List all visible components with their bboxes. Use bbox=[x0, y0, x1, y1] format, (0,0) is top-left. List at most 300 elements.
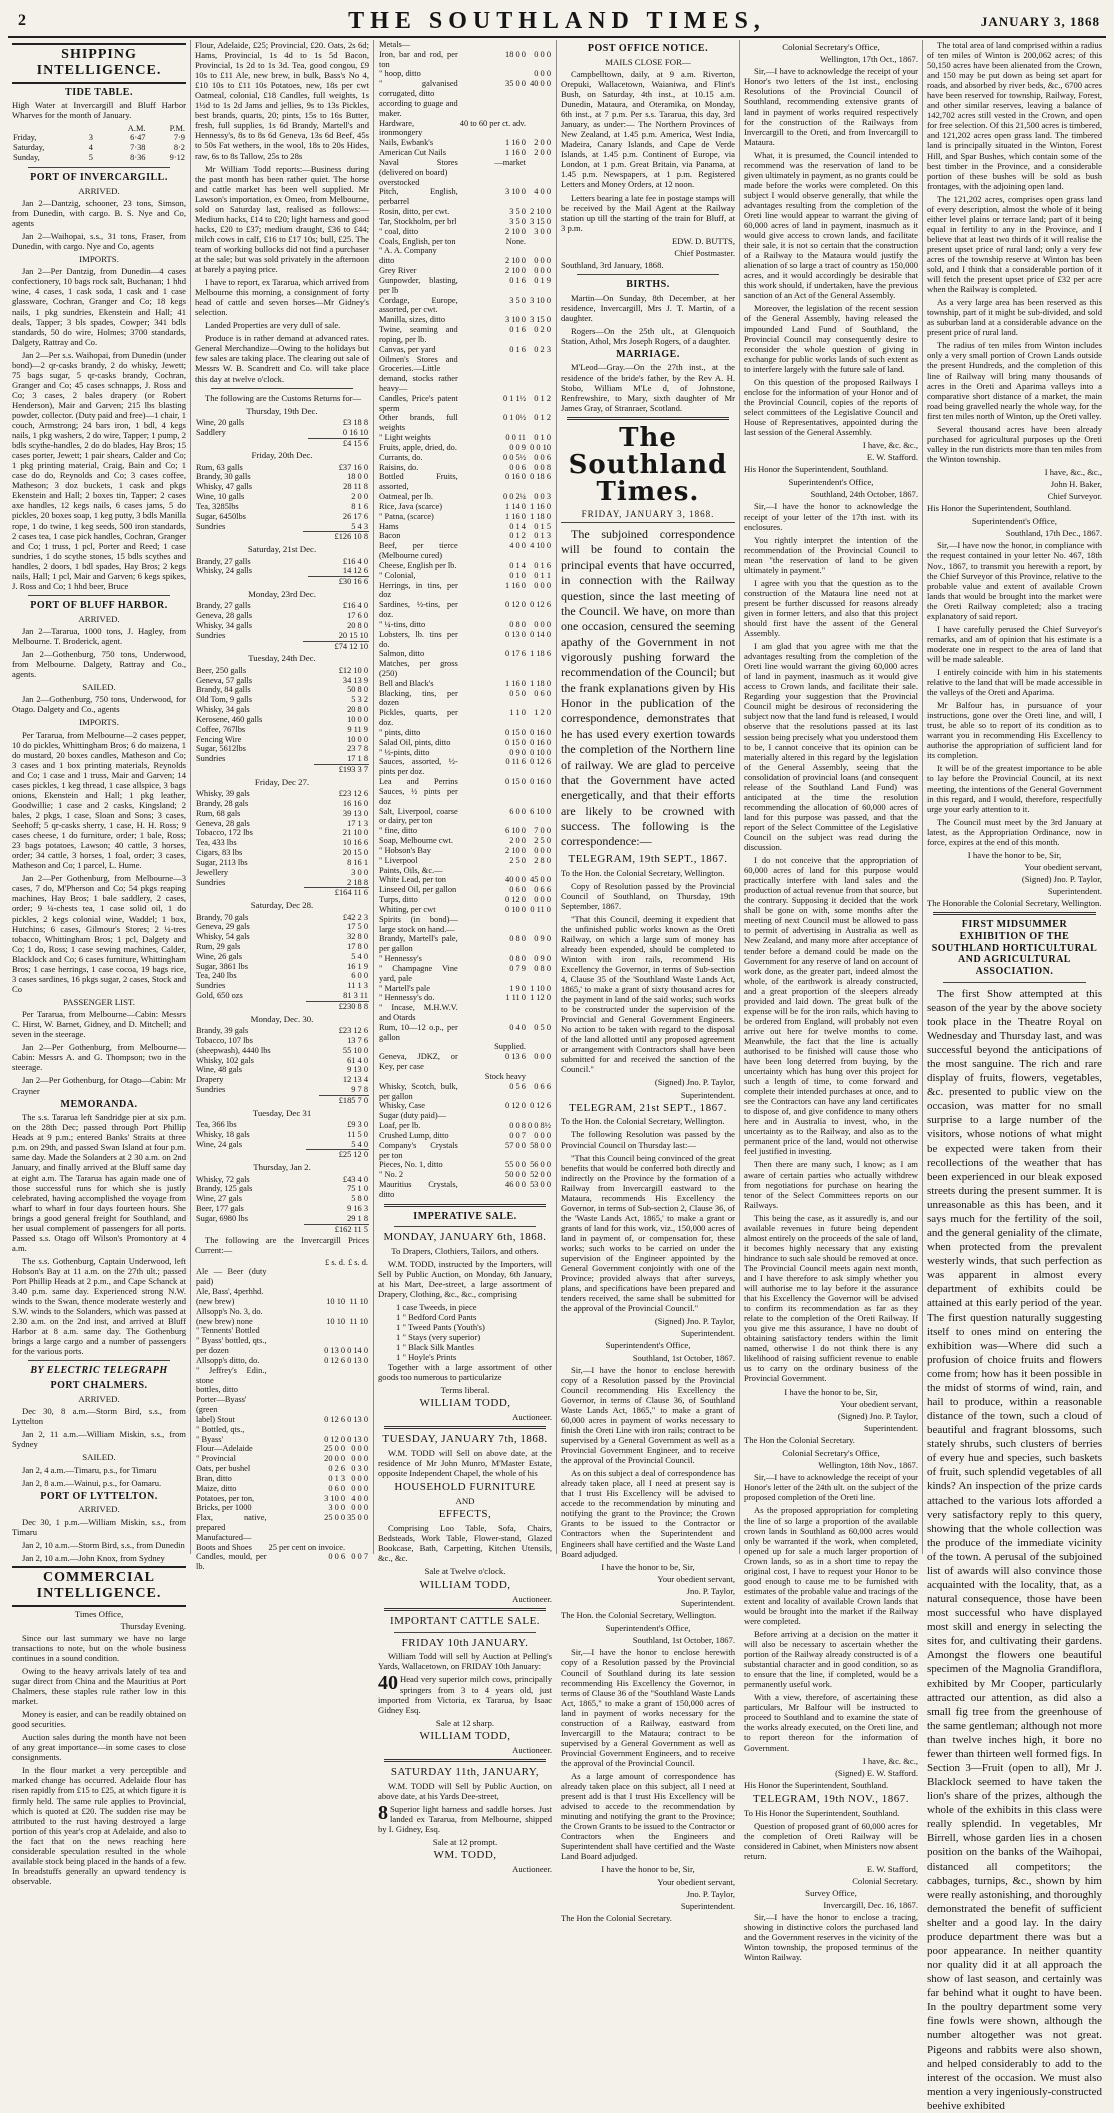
table-row bbox=[378, 885, 552, 895]
todd-report: Mr William Todd reports:—Business during the past month has been rather quiet. The horse and cattle market has been well supplied. Mr Lawson's importation, ex Omeo, from Melbourne, sold on Saturday last, realised as follows:—Medium hacks, £14 to £20; light harness and good hacks, £20 to £37; medium draught, £36 to £44; milch cows in calf, £16 to £17 10s; bull, £25. The team of working bullocks did not find a purchaser at the sale; but was sold privately in the afternoon at barely a paying price. bbox=[195, 163, 370, 275]
superintendent-name: Jno. P. Taylor, bbox=[686, 1585, 735, 1596]
sale-time: Sale at 12 sharp. bbox=[435, 1717, 495, 1728]
letter-paragraph: I am glad that you agree with me that the advantages resulting from the completion of the Oreti line would warrant the giving 60,000 acres of land in payment, inasmuch as it would give access to Crown lands, and facilitate their sale. Regarding your suggestion that the Provincial Council might be desirous of reconsidering the subject now that the land fund is released, I would observe that the resolutions passed at its last session being precisely what you understood them to be, I cannot conceive that its opinion can be materially altered in this regard by the legislation of the General Assembly, seeing that the consolidation of provincial loans (and consequent release of the Southland Land Fund) was anticipated at the time the resolution recommending the allocation of 60,000 acres of land for this purpose was passed, and that the report of the Select Committee of the Legislative Council on the subject was read during the discussion. bbox=[744, 641, 918, 853]
price-item: Matches, per gross (250) bbox=[379, 659, 458, 678]
customs-item: Tobacco, 107 lbs bbox=[196, 1035, 253, 1045]
price-item: Iron, bar and rod, per ton bbox=[379, 49, 458, 69]
table-row bbox=[195, 1484, 369, 1494]
price-high: 0 0 0 bbox=[534, 895, 551, 905]
list-item: Jan 2—Dantzig, schooner, 23 tons, Simson, from Dunedin, with cargo. B. S. Nye and Co, agents bbox=[12, 197, 186, 228]
chalmers-heading: PORT CHALMERS. bbox=[50, 1380, 148, 1392]
horse-count: 8 bbox=[378, 1801, 388, 1824]
tide-intro: High Water at Invercargill and Bluff Harbor Wharves for the month of January. bbox=[12, 100, 186, 121]
price-high: 0 12 6 bbox=[530, 600, 551, 610]
list-item: Jan 2—Per Gothenburg, from Melbourne—3 cases, 7 do, M'Pherson and Co; 54 pkgs reaping machines, Hay Bros; 1 bale saddlery, 2 cases, order; 9 ¼-chests tea, 1 case solid oil, 1 do pickles, 2 kegs colonial wine, Waddel; 1 box, Hutchins; 6 cases, Gilmour's Stores; 2 ¼-tres tobacco, Whittingham Bros; 1 pcl, Dalgety and Co; 1 do, Ross; 1 case sewing machines, Calder, Blacklock and Co; 6 cases furniture, Whittingham Bros; 1 case herrings, 1 case cocoa, 19 bags rice, 3 cases sardines, 16 pkgs sugar, 2 cases, Stock and Co bbox=[12, 873, 186, 994]
price-high: 0 1 5 bbox=[534, 521, 551, 531]
price-high: 0 5 0 bbox=[534, 1022, 551, 1032]
letter-paragraph: As the proposed appropriation for completing the line of so large a proportion of the available crown lands in Southland as 60,000 acres would only be warranted if the work, when completed, opened up for sale a much larger proportion of Crown lands, so as in a short time to repay the original cost, I have to request your Honor to be good enough to cause me to be furnished with estimates of the probable value and tracings of the extent and locality of available Crown lands that would be brought into the market if the Railway were completed. bbox=[744, 1505, 918, 1626]
table-row bbox=[195, 868, 369, 878]
price-high: 3 10 0 bbox=[530, 295, 551, 305]
prices-col-head: £ s. d. bbox=[347, 1257, 368, 1267]
table-row bbox=[378, 394, 552, 414]
price-item: per dozen bbox=[196, 1346, 229, 1356]
tuesday-sale-body: W.M. TODD will Sell on above date, at the residence of Mr John Munro, M'Master Estate, opposite Independent Chapel, the whole of his bbox=[378, 1448, 552, 1479]
customs-intro: The following are the Customs Returns for— bbox=[205, 392, 362, 403]
table-row bbox=[378, 993, 552, 1003]
table-row bbox=[378, 659, 552, 679]
customs-amount: 10 16 6 bbox=[342, 838, 368, 848]
price-low: 46 0 0 bbox=[505, 1180, 526, 1190]
customs-amount: 21 10 0 bbox=[342, 828, 368, 838]
imperative-sale-tail: Together with a large assortment of other goods too numerous to particularize bbox=[378, 1362, 552, 1383]
addressee: The Hon. the Colonial Secretary, Wellington. bbox=[561, 1610, 717, 1621]
office-date: Southland, 24th October, 1867. bbox=[810, 489, 918, 500]
effects-body: Comprising Loo Table, Sofa, Chairs, Bedsteads, Work Table, Flower-stand, Glazed Bookcase, Bath, Carpetting, Kitchen Utensils, &c., &c. bbox=[378, 1523, 552, 1564]
report-paragraph: As a very large area has been reserved as this township, part of it might be sub-divided, and sold as suburban land at a considerable advance on the present price of rural land. bbox=[927, 297, 1102, 338]
table-row bbox=[195, 601, 369, 611]
price-high: 1 10 0 bbox=[530, 983, 551, 993]
addressee: The Honorable the Colonial Secretary, Wellington. bbox=[927, 898, 1102, 909]
customs-amount: 10 0 0 bbox=[347, 714, 368, 724]
price-item: " Hennessy's bbox=[379, 954, 422, 964]
customs-amount: 23 7 8 bbox=[347, 744, 368, 754]
price-item: Paints, Oils, &c.— bbox=[379, 865, 443, 875]
price-low: 3 10 0 bbox=[505, 315, 526, 325]
customs-item: Beer, 250 galls bbox=[196, 665, 247, 675]
table-row bbox=[195, 1214, 369, 1224]
letter-paragraph: Mr Balfour has, in pursuance of your instructions, gone over the Oreti line, and will, I trust, be able so to report of its condition as to warrant you in recommending His Excellency to authorise the appropriation of sufficient land for its completion. bbox=[927, 700, 1102, 761]
list-item: 1 " Stays (very superior) bbox=[396, 1331, 481, 1342]
price-high bbox=[527, 1003, 552, 1023]
signed-label: (Signed) bbox=[835, 1767, 865, 1778]
list-item: 1 " Bedford Cord Pants bbox=[396, 1311, 477, 1322]
price-high bbox=[527, 659, 552, 679]
price-high: 2 10 0 bbox=[530, 207, 551, 217]
table-row bbox=[378, 807, 552, 827]
price-item: Currants, do. bbox=[379, 452, 423, 462]
price-low: —market bbox=[494, 157, 526, 167]
customs-amount: 5 4 0 bbox=[351, 951, 368, 961]
memoranda-text: The s.s. Tararua left Sandridge pier at six p.m. on the 28th Dec; passed through Port Phillip Heads at 9 p.m.; entered Banks' Straits at three p.m. on 29th, and passed Swan Island at four p.m. same day. Made the Solanders at 2 30 a.m. on 2nd January, and finally arrived at the Bluff same day at eight a.m. The Tararua has again made one of those successful runs for which she is justly celebrated, having accomplished the voyage from wharf to wharf in four days fourteen hours. She brings a good general freight for Southland, and her usual complement of passengers for all ports. Passed s.s. Otago off Wilson's Promontory at 4 a.m. bbox=[12, 1112, 186, 1253]
table-row bbox=[378, 492, 552, 502]
paragraph: Auction sales during the month have not been of any great importance—in some cases to close consignments. bbox=[12, 1732, 186, 1763]
price-low: 10 10 bbox=[326, 1296, 346, 1306]
table-row bbox=[378, 689, 552, 709]
office-line: Superintendent's Office, bbox=[605, 1623, 691, 1634]
price-high: 56 0 0 bbox=[530, 1160, 551, 1170]
todd-report: I have to report, ex Tararua, which arrived from Melbourne this morning, a consignment of forty head of cattle and seven horses—Mr Gidney's selection. bbox=[195, 277, 369, 318]
table-row bbox=[378, 246, 552, 256]
price-item: Candles, mould, per lb. bbox=[196, 1552, 267, 1572]
customs-amount: 61 4 0 bbox=[347, 1055, 368, 1065]
table-row bbox=[195, 1287, 369, 1297]
table-row bbox=[378, 856, 552, 866]
customs-item: Rum, 29 gals bbox=[196, 942, 241, 951]
price-high bbox=[346, 1307, 369, 1317]
customs-item: Geneva, 28 galls bbox=[196, 611, 253, 621]
todd-report: Landed Properties are very dull of sale. bbox=[205, 320, 341, 331]
commercial-heading: COMMERCIAL INTELLIGENCE. bbox=[12, 1566, 186, 1607]
price-low: 0 1 6 bbox=[509, 344, 526, 354]
customs-amount: 2 18 8 bbox=[347, 877, 368, 887]
price-item: Metals— bbox=[379, 40, 411, 49]
list-item: Jan 2—Per Gothenburg, for Otago—Cabin: Mr Crayner bbox=[12, 1075, 186, 1096]
price-high: 0 0 0 bbox=[534, 266, 551, 276]
price-item: " ½-pints, ditto bbox=[379, 747, 430, 757]
price-low bbox=[268, 1366, 347, 1386]
price-item bbox=[378, 1042, 459, 1052]
office-line: Superintendent's Office, bbox=[788, 477, 874, 488]
letter-paragraph: Sir,—I have the honor to acknowledge the receipt of your letter of the 17th inst. with its enclosures. bbox=[744, 501, 918, 532]
table-row bbox=[378, 50, 552, 70]
addressee: The Hon the Colonial Secretary. bbox=[561, 1912, 672, 1923]
table-row bbox=[195, 819, 369, 829]
table-row bbox=[378, 836, 552, 846]
price-high bbox=[346, 1533, 369, 1543]
price-high: 0 6 0 bbox=[534, 688, 551, 698]
price-high: 0 13 0 bbox=[347, 1414, 368, 1424]
price-low: 0 15 0 bbox=[505, 737, 526, 747]
price-low: 0 1 3 bbox=[328, 1473, 346, 1483]
price-low bbox=[459, 659, 527, 679]
customs-total: £164 11 6 bbox=[304, 888, 369, 898]
customs-day-heading: Monday, 23rd Dec. bbox=[248, 589, 316, 600]
list-item: Jan 2—Per Dantzig, from Dunedin—4 cases confectionery, 10 bags rock salt, Buchanan; 1 hhd wine, 4 cases, 1 cask soda, 1 cask and 1 case glassware, Cochran, Granger and Co; 18 kegs nails, 1 pkg sundries, Ekenstein and Hall; 41 deals, Tapper; 3 bls spades, Cowper; 341 bdls standards, 50 do wire, Holmes; 3700 standards, Dalgety, Rattray and Co. bbox=[12, 266, 186, 347]
letter-paragraph: I have carefully perused the Chief Surveyor's remarks, and am of opinion that his estimate is a moderate one in respect to the area of land that will be made saleable. bbox=[927, 623, 1102, 664]
signed-label: (Signed) bbox=[837, 1410, 868, 1421]
office-date: Southland, 1st October, 1867. bbox=[632, 1352, 735, 1363]
telegram-quote: "That this Council being convinced of the great benefits that would be conferred both directly and indirectly on the Province by the formation of a Railway from Invercargill eastward to the Mataura, recommends His Excellency the Governor, in terms of Sub-section 2, Clause 36, of the 'Waste Lands Act, 1865,' to make a grant or grants of land for this work, viz., 150,000 acres of land in payment of, or compensation for, these works; such works to be carried on under the supervision of the Engineer appointed by the General Government conjointly with one of the Province; provided always that after surveys, plans, and specifications have been prepared and tenders received, the same shall be submitted for the approval of the Provincial Council." bbox=[561, 1152, 735, 1314]
spacer bbox=[195, 1150, 306, 1160]
price-item: Tar, Stockholm, per brl bbox=[379, 216, 457, 226]
price-high: 0 0 0 bbox=[534, 580, 551, 590]
cattle-sale-heading: IMPORTANT CATTLE SALE. bbox=[389, 1614, 541, 1627]
price-item: Crushed Lump, ditto bbox=[379, 1130, 449, 1140]
price-high: 0 13 0 bbox=[347, 1434, 368, 1444]
cattle-desc: Head very superior milch cows, principally springers from 3 to 4 years old, just imported from Victoria, ex Tararua, by Isaac Gidney Esq. bbox=[378, 1674, 552, 1715]
closing: Your obedient servant, bbox=[657, 1876, 735, 1887]
table-row bbox=[195, 502, 369, 512]
customs-day-heading: Tuesday, Dec 31 bbox=[252, 1107, 312, 1118]
customs-amount: 20 8 0 bbox=[347, 620, 368, 630]
table-row bbox=[195, 1120, 369, 1130]
price-item: Allsopp's No. 3, do. bbox=[196, 1306, 263, 1316]
letter-paragraph: With a view, therefore, of ascertaining these particulars, Mr Balfour will be instructed to proceed to Southland and to examine the state of the works already executed, on the Oreti line, and to report thereon for the information of Government. bbox=[744, 1692, 918, 1753]
table-row bbox=[378, 207, 552, 217]
letter-paragraph: I do not conceive that the appropriation of 60,000 acres of land for this purpose would practically interfere with land sales and the production of actual revenue from that source, but the contrary. Supposing it decided that the work shall be gone on with, some months after the meeting of next Council must be allowed to pass to permit of advertising in Australia as well as New Zealand, and many more after acceptance of tender before a demand could be made on the Government for any reserve of land on account of work done, as the greater part, indeed almost the whole, of the earthwork is already constructed, and a great proportion of the sleepers already provided and laid down. The great bulk of the expense will be for the iron rails, which having to be ordered from England, will probably not even arrive out here for twelve months to come. Meanwhile, the fact that the line is actually authorised to be finished will cause those who have been long deterred from buying, by the uncertainty which has hung over this project for such a length of time, to come forward and complete their intended purchases at once, and to see the Contractors can have any land certificates to dispose of, and give confidence to many others here and in Australia to invest, who, in the uncertainty as to the Railway, and also as to the permanent price of the land, would not otherwise feel justified in investing. bbox=[744, 855, 918, 1157]
price-high bbox=[346, 1267, 369, 1287]
table-row bbox=[195, 705, 369, 715]
table-row bbox=[195, 492, 369, 502]
table-row bbox=[378, 79, 552, 99]
customs-return-table bbox=[195, 1175, 369, 1235]
price-item: " Tennents' Bottled bbox=[196, 1326, 260, 1336]
table-row bbox=[378, 355, 552, 394]
customs-item: Cigars, 83 lbs bbox=[196, 848, 243, 858]
letter-paragraph: Sir,—I have now the honor, in compliance with the request contained in your letter No. 467, 18th Nov., 1867, to transmit you herewith a report, by the Chief Surveyor of this Province, relative to the probable value and extent of available Crown lands that would be brought into the market were the Oreti Railway completed; also a tracing explanatory of said report. bbox=[927, 540, 1102, 621]
price-high: 0 8 0 bbox=[534, 963, 551, 973]
spacer bbox=[195, 1224, 304, 1234]
column-5 bbox=[740, 40, 923, 1963]
price-high: 0 16 0 bbox=[530, 737, 551, 747]
superintendent-title: Superintendent. bbox=[680, 1597, 735, 1608]
price-high: 0 0 0 bbox=[534, 49, 551, 59]
price-high: 52 0 0 bbox=[530, 1170, 551, 1180]
letter-paragraph: Moreover, the legislation of the recent session of the General Assembly, having released the impounded Land Fund of Southland, the Provincial Council may consequently desire to reconsider the whole question of giving in exchange for public works lands of such extent as to interfere largely with the future sale of land. bbox=[744, 303, 918, 374]
customs-item: Sugar, 5612lbs bbox=[196, 744, 246, 754]
list-item: Jan 2, 4 a.m.—Timaru, p.s., for Timaru bbox=[22, 1464, 157, 1475]
table-row bbox=[195, 1474, 369, 1484]
price-high: 0 11 0 bbox=[530, 904, 551, 914]
price-high: 0 16 0 bbox=[530, 777, 551, 787]
postmaster-title: Chief Postmaster. bbox=[674, 247, 735, 258]
customs-amount: 8 16 1 bbox=[347, 857, 368, 867]
customs-item: Tobacco, 172 lbs bbox=[196, 828, 253, 838]
price-high: 4 0 0 bbox=[534, 187, 551, 197]
table-row bbox=[378, 119, 552, 139]
price-high: 0 10 0 bbox=[530, 747, 551, 757]
table-row bbox=[378, 1042, 552, 1052]
customs-item: Sundries bbox=[196, 630, 226, 640]
price-item bbox=[378, 1072, 459, 1082]
table-row bbox=[195, 1026, 369, 1036]
price-item: " coal, ditto bbox=[379, 226, 419, 236]
price-low: Stock heavy bbox=[484, 1071, 526, 1081]
table-row bbox=[195, 1075, 369, 1085]
table-row bbox=[378, 1101, 552, 1111]
table-row bbox=[378, 1003, 552, 1023]
letter-paragraph: I agree with you that the question as to the construction of the Mataura line need not at present be further discussed for reasons already given in former letters, and also that this project should first have the assent of the General Assembly. bbox=[744, 577, 918, 639]
table-row bbox=[195, 932, 369, 942]
price-low bbox=[459, 40, 527, 50]
price-high: 0 0 0 bbox=[534, 69, 551, 79]
price-high: 53 0 0 bbox=[530, 1180, 551, 1190]
tuesday-sale-heading: TUESDAY, JANUARY 7th, 1868. bbox=[382, 1433, 548, 1446]
price-high: 3 15 0 bbox=[530, 216, 551, 226]
customs-amount: 17 1 3 bbox=[347, 818, 368, 828]
price-high: 0 0 8½ bbox=[527, 1121, 551, 1131]
table-row bbox=[195, 952, 369, 962]
price-low: 0 10 0 bbox=[505, 904, 526, 914]
price-high: 0 9 0 bbox=[534, 934, 551, 944]
table-row bbox=[378, 875, 552, 885]
customs-day-heading: Tuesday, 24th Dec. bbox=[248, 653, 316, 664]
price-low: 0 7 9 bbox=[509, 963, 526, 973]
and-word: AND bbox=[455, 1496, 475, 1507]
price-low: 10 10 bbox=[326, 1316, 346, 1326]
office-date: Wellington, 17th Oct., 1867. bbox=[820, 54, 918, 65]
table-row bbox=[195, 1297, 369, 1307]
price-item: Coals, English, per ton bbox=[379, 236, 456, 246]
telegram-body: The following Resolution was passed by the Provincial Council on Thursday last:— bbox=[561, 1129, 735, 1150]
price-high: 1 12 0 bbox=[530, 993, 551, 1003]
table-row bbox=[378, 748, 552, 758]
columns bbox=[8, 40, 1106, 2112]
price-item: Potatoes, per ton, bbox=[196, 1493, 255, 1503]
price-low: 0 12 0 bbox=[505, 1101, 526, 1111]
table-row bbox=[378, 895, 552, 905]
customs-item: Coffee, 767lbs bbox=[196, 724, 246, 734]
table-row bbox=[195, 848, 369, 858]
table-row bbox=[195, 631, 369, 641]
table-row bbox=[195, 438, 369, 448]
price-item: label) Stout bbox=[196, 1414, 235, 1424]
price-high: 1 18 0 bbox=[530, 511, 551, 521]
customs-amount: 75 1 0 bbox=[347, 1184, 368, 1194]
price-high: 0 16 0 bbox=[530, 727, 551, 737]
superintendent-name: Jno. P. Taylor, bbox=[686, 1077, 735, 1088]
table-row bbox=[195, 715, 369, 725]
price-item: Whiting, per cwt bbox=[379, 904, 436, 914]
customs-amount: 17 1 8 bbox=[347, 754, 368, 764]
price-low: Supplied. bbox=[494, 1042, 526, 1052]
price-low: 40 0 0 bbox=[505, 875, 526, 885]
list-item: Jan 2—Per s.s. Waihopai, from Dunedin (under bond)—2 qr-casks brandy, 2 do whisky, Jewett; 75 bags sugar, 5 qr-casks brandy, Cochran, Granger and Co; 45 cases schnapps, J. Ross and Co; 3 cases, 2 bales drapery (or Robert Henderson), Mair and Garven; 215 lbs blasting powder, collector. (Duty paid and free)—1 chair, 1 couch, Armstrong; 24 bars iron, 1 bdl, 4 kegs nails, 1 pkg washers, 2 do wire, Tapper; 1 pump, 2 bdls scythe-handles, 2 do do blades, Hay Bros; 15 cases porter, Jewett; 1 pair shears, Calder and Co; 1 pkg printing material, Craig, Bain and Co; 1 case do do, Reynolds and Co; 3 cases coffee, Matheson; 3 doz buckets, 1 cask and pkgs Ekenstein and Hall; 2 boxes tin, Tapper; 2 cases axe handles, 12 kegs nails, 6 cases jams, 5 do pickles, 20 boxes soap, 1 keg putty, 3 bdls Manilla rope, 1 do twine, 1 keg seeds, 500 iron standards, 2 cases tea, 1 case pick handles, Cochran, Granger and Co; 1 truss, 1 pcl, Porter and Reed; 1 case sundries, 1 do scythe stones, 15 bdls scythes and handles, 2 doors, 1 bdl spades, Hay Bros; 2 kegs nails, Hall; 1 pcl, Mair and Garven; 6 kegs spikes, J. Ross and Co; 1 hhd beer, Bruce bbox=[12, 349, 186, 591]
price-item: Boots and Shoes bbox=[196, 1542, 252, 1552]
price-low bbox=[268, 1336, 347, 1346]
table-row bbox=[195, 1385, 369, 1395]
customs-return-table bbox=[195, 557, 369, 587]
table-row bbox=[378, 984, 552, 994]
superintendent-name: Jno. P. Taylor, bbox=[686, 1316, 735, 1327]
table-row bbox=[195, 1326, 369, 1336]
price-item: Oats, per bushel bbox=[196, 1464, 251, 1474]
imperative-sale-audience: To Drapers, Clothiers, Tailors, and others. bbox=[391, 1246, 539, 1257]
table-row bbox=[195, 809, 369, 819]
spacer bbox=[195, 1095, 319, 1105]
price-low: 1 16 0 bbox=[505, 511, 526, 521]
list-item: Jan 2—Tararua, 1000 tons, J. Hagley, from Melbourne. T. Broderick, agent. bbox=[12, 625, 186, 646]
price-low: 0 1 6 bbox=[509, 275, 526, 285]
imports-label: IMPORTS. bbox=[79, 717, 119, 728]
price-low: 3 5 0 bbox=[509, 295, 526, 305]
list-item: Jan 2—Gothenburg, 750 tons, Underwood, from Melbourne. Dalgety, Rattray and Co., agents. bbox=[12, 648, 186, 679]
table-row bbox=[195, 1317, 369, 1327]
cattle-sale-body: William Todd will sell by Auction at Pelling's Yards, Wallacetown, on FRIDAY 10th January: bbox=[378, 1651, 552, 1672]
price-item: Fruits, apple, dried, do. bbox=[379, 442, 457, 452]
office-date: Wellington, 18th Nov., 1867. bbox=[818, 1460, 918, 1471]
postmaster-name: EDW. D. BUTTS, bbox=[672, 235, 735, 246]
table-row bbox=[378, 472, 552, 492]
price-low bbox=[459, 99, 527, 119]
price-low bbox=[459, 69, 527, 79]
price-high: 1 18 6 bbox=[530, 649, 551, 659]
customs-amount: 5 3 2 bbox=[351, 695, 368, 705]
price-high: 2 5 0 bbox=[534, 836, 551, 846]
price-low: 1 16 0 bbox=[505, 678, 526, 688]
telegram-body: Question of proposed grant of 60,000 acres for the completion of Oreti Railway will be considered in Cabinet, when Ministers now absent return. bbox=[744, 1820, 918, 1861]
editorial-masthead: The Southland Times. bbox=[568, 422, 728, 508]
price-low: 1 16 0 bbox=[505, 148, 526, 158]
stafford-title: Colonial Secretary. bbox=[852, 1875, 918, 1886]
table-row bbox=[195, 577, 369, 587]
price-high: 0 0 3 bbox=[534, 492, 551, 502]
price-item: Pieces, No. 1, ditto bbox=[379, 1160, 443, 1170]
customs-amount: £43 4 0 bbox=[342, 1174, 368, 1184]
customs-amount: 26 17 6 bbox=[342, 511, 368, 521]
price-low: 0 8 0 bbox=[509, 954, 526, 964]
editorial-date: FRIDAY, JANUARY 3, 1868. bbox=[561, 509, 735, 524]
price-low: 1 1 0 bbox=[509, 708, 526, 718]
price-high: 0 0 0 bbox=[534, 1130, 551, 1140]
price-low: 1 16 0 bbox=[505, 138, 526, 148]
table-row bbox=[378, 1180, 552, 1200]
tide-heading: TIDE TABLE. bbox=[65, 86, 133, 98]
price-high: 0 0 0 bbox=[534, 256, 551, 266]
customs-item: Wine, 20 galls bbox=[196, 417, 245, 427]
price-high: 0 9 0 bbox=[534, 954, 551, 964]
price-low: 0 16 0 bbox=[505, 472, 526, 482]
closing: Your obedient servant, bbox=[840, 1398, 918, 1409]
cattle-count: 40 bbox=[378, 1672, 398, 1695]
price-item: " Martell's pale bbox=[379, 983, 430, 993]
customs-item: Whisky, 34 galls bbox=[196, 620, 252, 630]
passengers-label: PASSENGER LIST. bbox=[63, 996, 135, 1007]
price-high: 0 0 0 bbox=[351, 1473, 368, 1483]
customs-amount: 17 6 0 bbox=[347, 611, 368, 621]
saturday-sale-heading: SATURDAY 11th, JANUARY, bbox=[390, 1765, 540, 1778]
customs-item: Tea, 433 lbs bbox=[196, 838, 237, 848]
arrived-label: ARRIVED. bbox=[78, 613, 120, 624]
customs-amount: 29 1 8 bbox=[347, 1213, 368, 1223]
customs-total: £193 3 7 bbox=[314, 765, 369, 775]
tide-pm: 9·12 bbox=[169, 153, 185, 163]
customs-returns bbox=[195, 406, 369, 1235]
telegraph-heading: BY ELECTRIC TELEGRAPH bbox=[30, 1365, 168, 1377]
effects: EFFECTS, bbox=[438, 1508, 492, 1521]
table-row bbox=[378, 571, 552, 581]
table-row bbox=[378, 463, 552, 473]
price-item: Gunpowder, blasting, per lb bbox=[379, 275, 458, 295]
customs-item: Tea, 366 lbs bbox=[196, 1119, 237, 1129]
price-low: 3 0 0 bbox=[328, 1503, 346, 1513]
addressee: His Honor the Superintendent, Southland. bbox=[744, 464, 889, 475]
table-row bbox=[195, 1425, 369, 1435]
memoranda-heading: MEMORANDA. bbox=[60, 1098, 138, 1110]
list-item: 1 " Black Silk Mantles bbox=[396, 1341, 474, 1352]
table-row bbox=[195, 754, 369, 764]
price-high bbox=[527, 1111, 552, 1121]
table-row bbox=[195, 621, 369, 631]
price-item: Pickles, quarts, per doz. bbox=[379, 708, 458, 728]
table-row bbox=[378, 541, 552, 561]
customs-item: Geneva, 57 galls bbox=[196, 675, 253, 685]
superintendent-title: Superintendent. bbox=[680, 1089, 735, 1100]
customs-item: Sundries bbox=[196, 877, 226, 887]
closing: I have the honor to be, Sir, bbox=[784, 1386, 878, 1397]
price-high bbox=[527, 40, 552, 50]
price-item: (new brew) none bbox=[196, 1316, 253, 1326]
prices-current-table-continued bbox=[378, 40, 552, 1200]
price-high bbox=[346, 1366, 369, 1386]
auctioneer-title: Auctioneer. bbox=[512, 1412, 552, 1423]
customs-day-heading: Friday, 20th Dec. bbox=[251, 450, 313, 461]
price-high: 35 0 0 bbox=[347, 1513, 368, 1523]
column-1 bbox=[8, 40, 191, 1886]
customs-amount: 20 15 0 bbox=[342, 848, 368, 858]
post-office-body: Letters bearing a late fee in postage stamps will be received by the Mail Agent at the Railway station up till the starting of the train for Bluff, at 3 p.m. bbox=[561, 192, 735, 233]
customs-item: Rum, 63 galls bbox=[196, 462, 243, 472]
table-row bbox=[195, 1336, 369, 1346]
addressee: His Honor the Superintendent, Southland. bbox=[927, 503, 1072, 514]
customs-amount: 6 0 0 bbox=[351, 971, 368, 981]
customs-item: Whisky, 102 gals bbox=[196, 1055, 254, 1065]
price-low: 3 10 0 bbox=[505, 187, 526, 197]
tide-am: 7·38 bbox=[130, 143, 146, 153]
customs-day-heading: Thursday, 19th Dec. bbox=[246, 405, 318, 416]
price-low: 0 13 6 bbox=[505, 1052, 526, 1062]
customs-total: £30 16 6 bbox=[308, 577, 369, 587]
